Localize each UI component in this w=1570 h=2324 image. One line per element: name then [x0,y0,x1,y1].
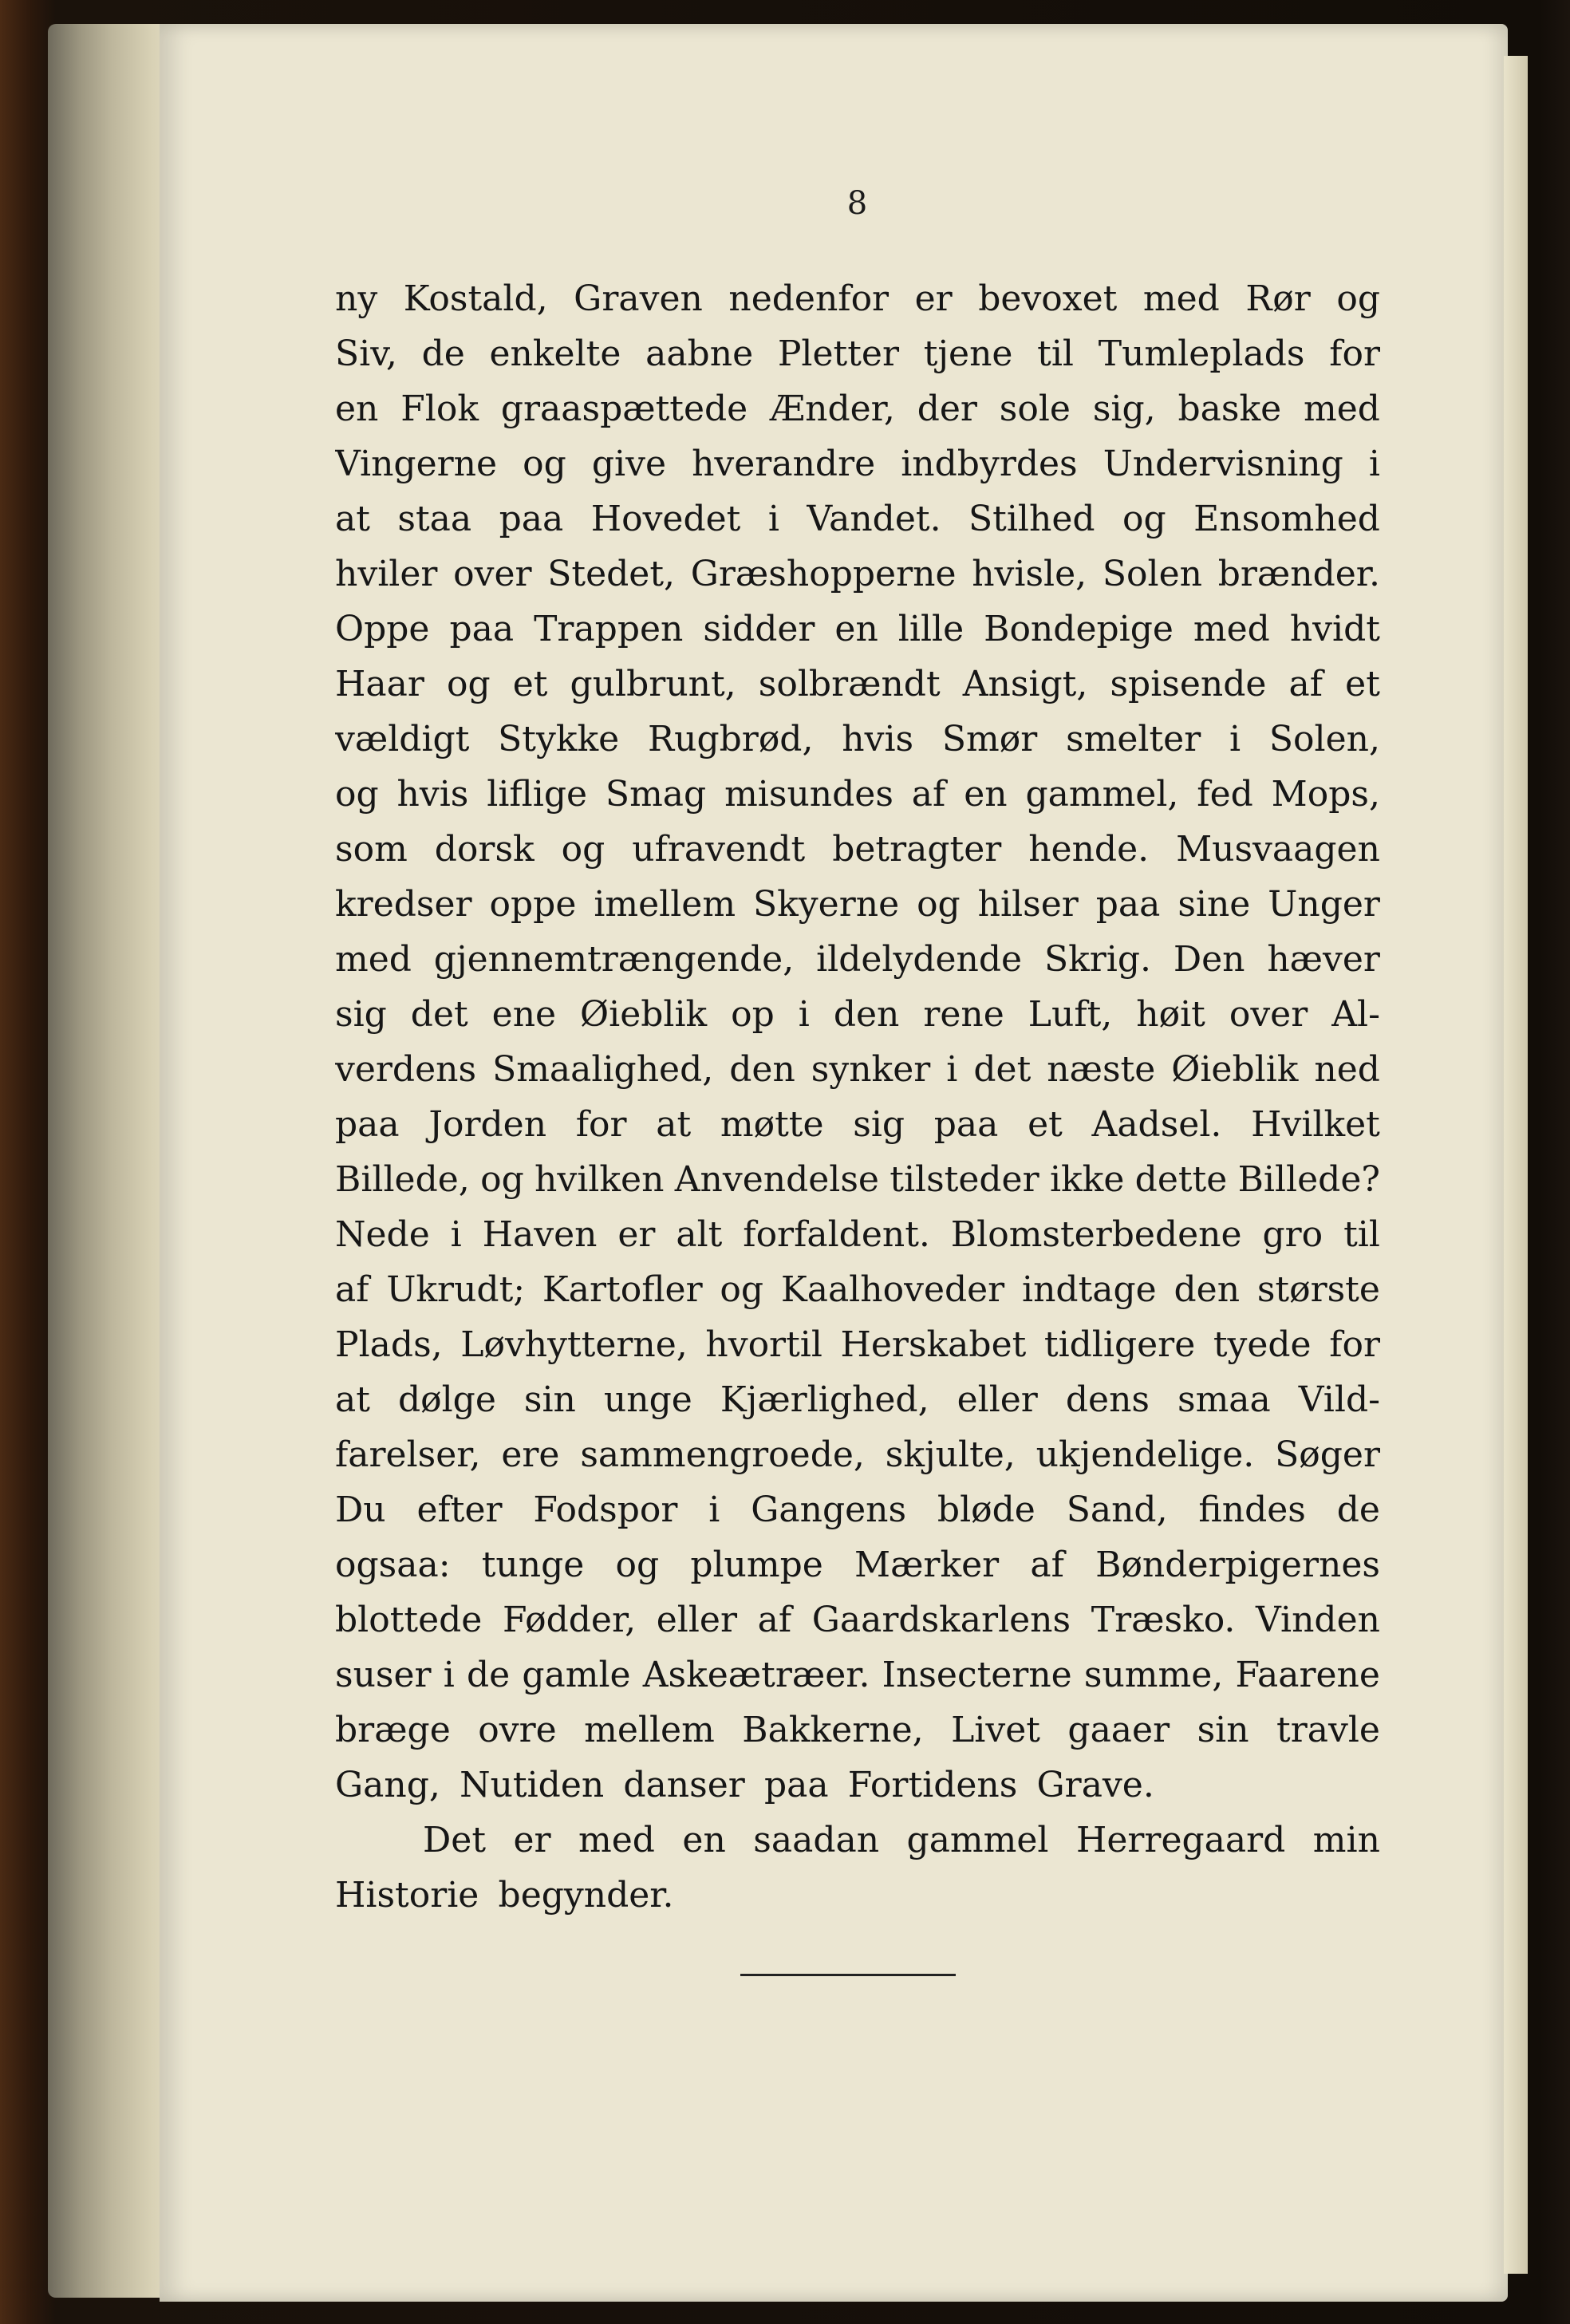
text-line: Historie begynder. [335,1875,674,1916]
text-line: af Ukrudt; Kartofler og Kaalhoveder indtage den største [335,1269,1380,1310]
text-line: verdens Smaalighed, den synker i det næste Øieblik ned [335,1049,1380,1090]
text-line: Siv, de enkelte aabne Pletter tjene til Tumleplads for [335,333,1380,374]
text-line: hviler over Stedet, Græshopperne hvisle, Solen brænder. [335,554,1380,594]
text-line: Du efter Fodspor i Gangens bløde Sand, findes de [335,1489,1380,1530]
text-line: Vingerne og give hverandre indbyrdes Undervisning i [335,444,1380,484]
text-line: at dølge sin unge Kjærlighed, eller dens smaa Vild- [335,1379,1380,1420]
text-line: vældigt Stykke Rugbrød, hvis Smør smelter i Solen, [335,719,1380,760]
text-line: ogsaa: tunge og plumpe Mærker af Bønderpigernes [335,1545,1380,1585]
text-line: Haar og et gulbrunt, solbrændt Ansigt, spisende af et [335,664,1380,704]
text-line: ny Kostald, Graven nedenfor er bevoxet med Rør og [335,278,1380,319]
text-line: farelser, ere sammengroede, skjulte, ukjendelige. Søger [335,1434,1380,1475]
text-line: sig det ene Øieblik op i den rene Luft, høit over Al- [335,994,1380,1035]
text-line: Nede i Haven er alt forfaldent. Blomsterbedene gro til [335,1214,1380,1255]
page-edge [1504,56,1528,2274]
section-rule [740,1974,956,1976]
page-number: 8 [846,185,869,222]
text-line: Det er med en saadan gammel Herregaard min [423,1820,1380,1860]
text-line: paa Jorden for at møtte sig paa et Aadsel. Hvilket [335,1104,1380,1145]
text-line: suser i de gamle Askeætræer. Insecterne summe, Faarene [335,1655,1380,1695]
text-line: at staa paa Hovedet i Vandet. Stilhed og Ensomhed [335,499,1380,539]
text-line: med gjennemtrængende, ildelydende Skrig. Den hæver [335,939,1380,980]
body-text [335,271,1380,1923]
text-line: blottede Fødder, eller af Gaardskarlens Træsko. Vinden [335,1600,1380,1640]
text-line: som dorsk og ufravendt betragter hende. Musvaagen [335,829,1380,870]
text-line: og hvis liflige Smag misundes af en gammel, fed Mops, [335,774,1380,815]
text-line: Plads, Løvhytterne, hvortil Herskabet tidligere tyede for [335,1324,1380,1365]
text-line: bræge ovre mellem Bakkerne, Livet gaaer sin travle [335,1710,1380,1750]
text-line: Billede, og hvilken Anvendelse tilsteder ikke dette Billede? [335,1159,1380,1200]
text-line: Gang, Nutiden danser paa Fortidens Grave. [335,1765,1154,1805]
text-line: en Flok graaspættede Ænder, der sole sig, baske med [335,389,1380,429]
text-line: Oppe paa Trappen sidder en lille Bondepige med hvidt [335,609,1380,649]
text-line: kredser oppe imellem Skyerne og hilser paa sine Unger [335,884,1380,925]
